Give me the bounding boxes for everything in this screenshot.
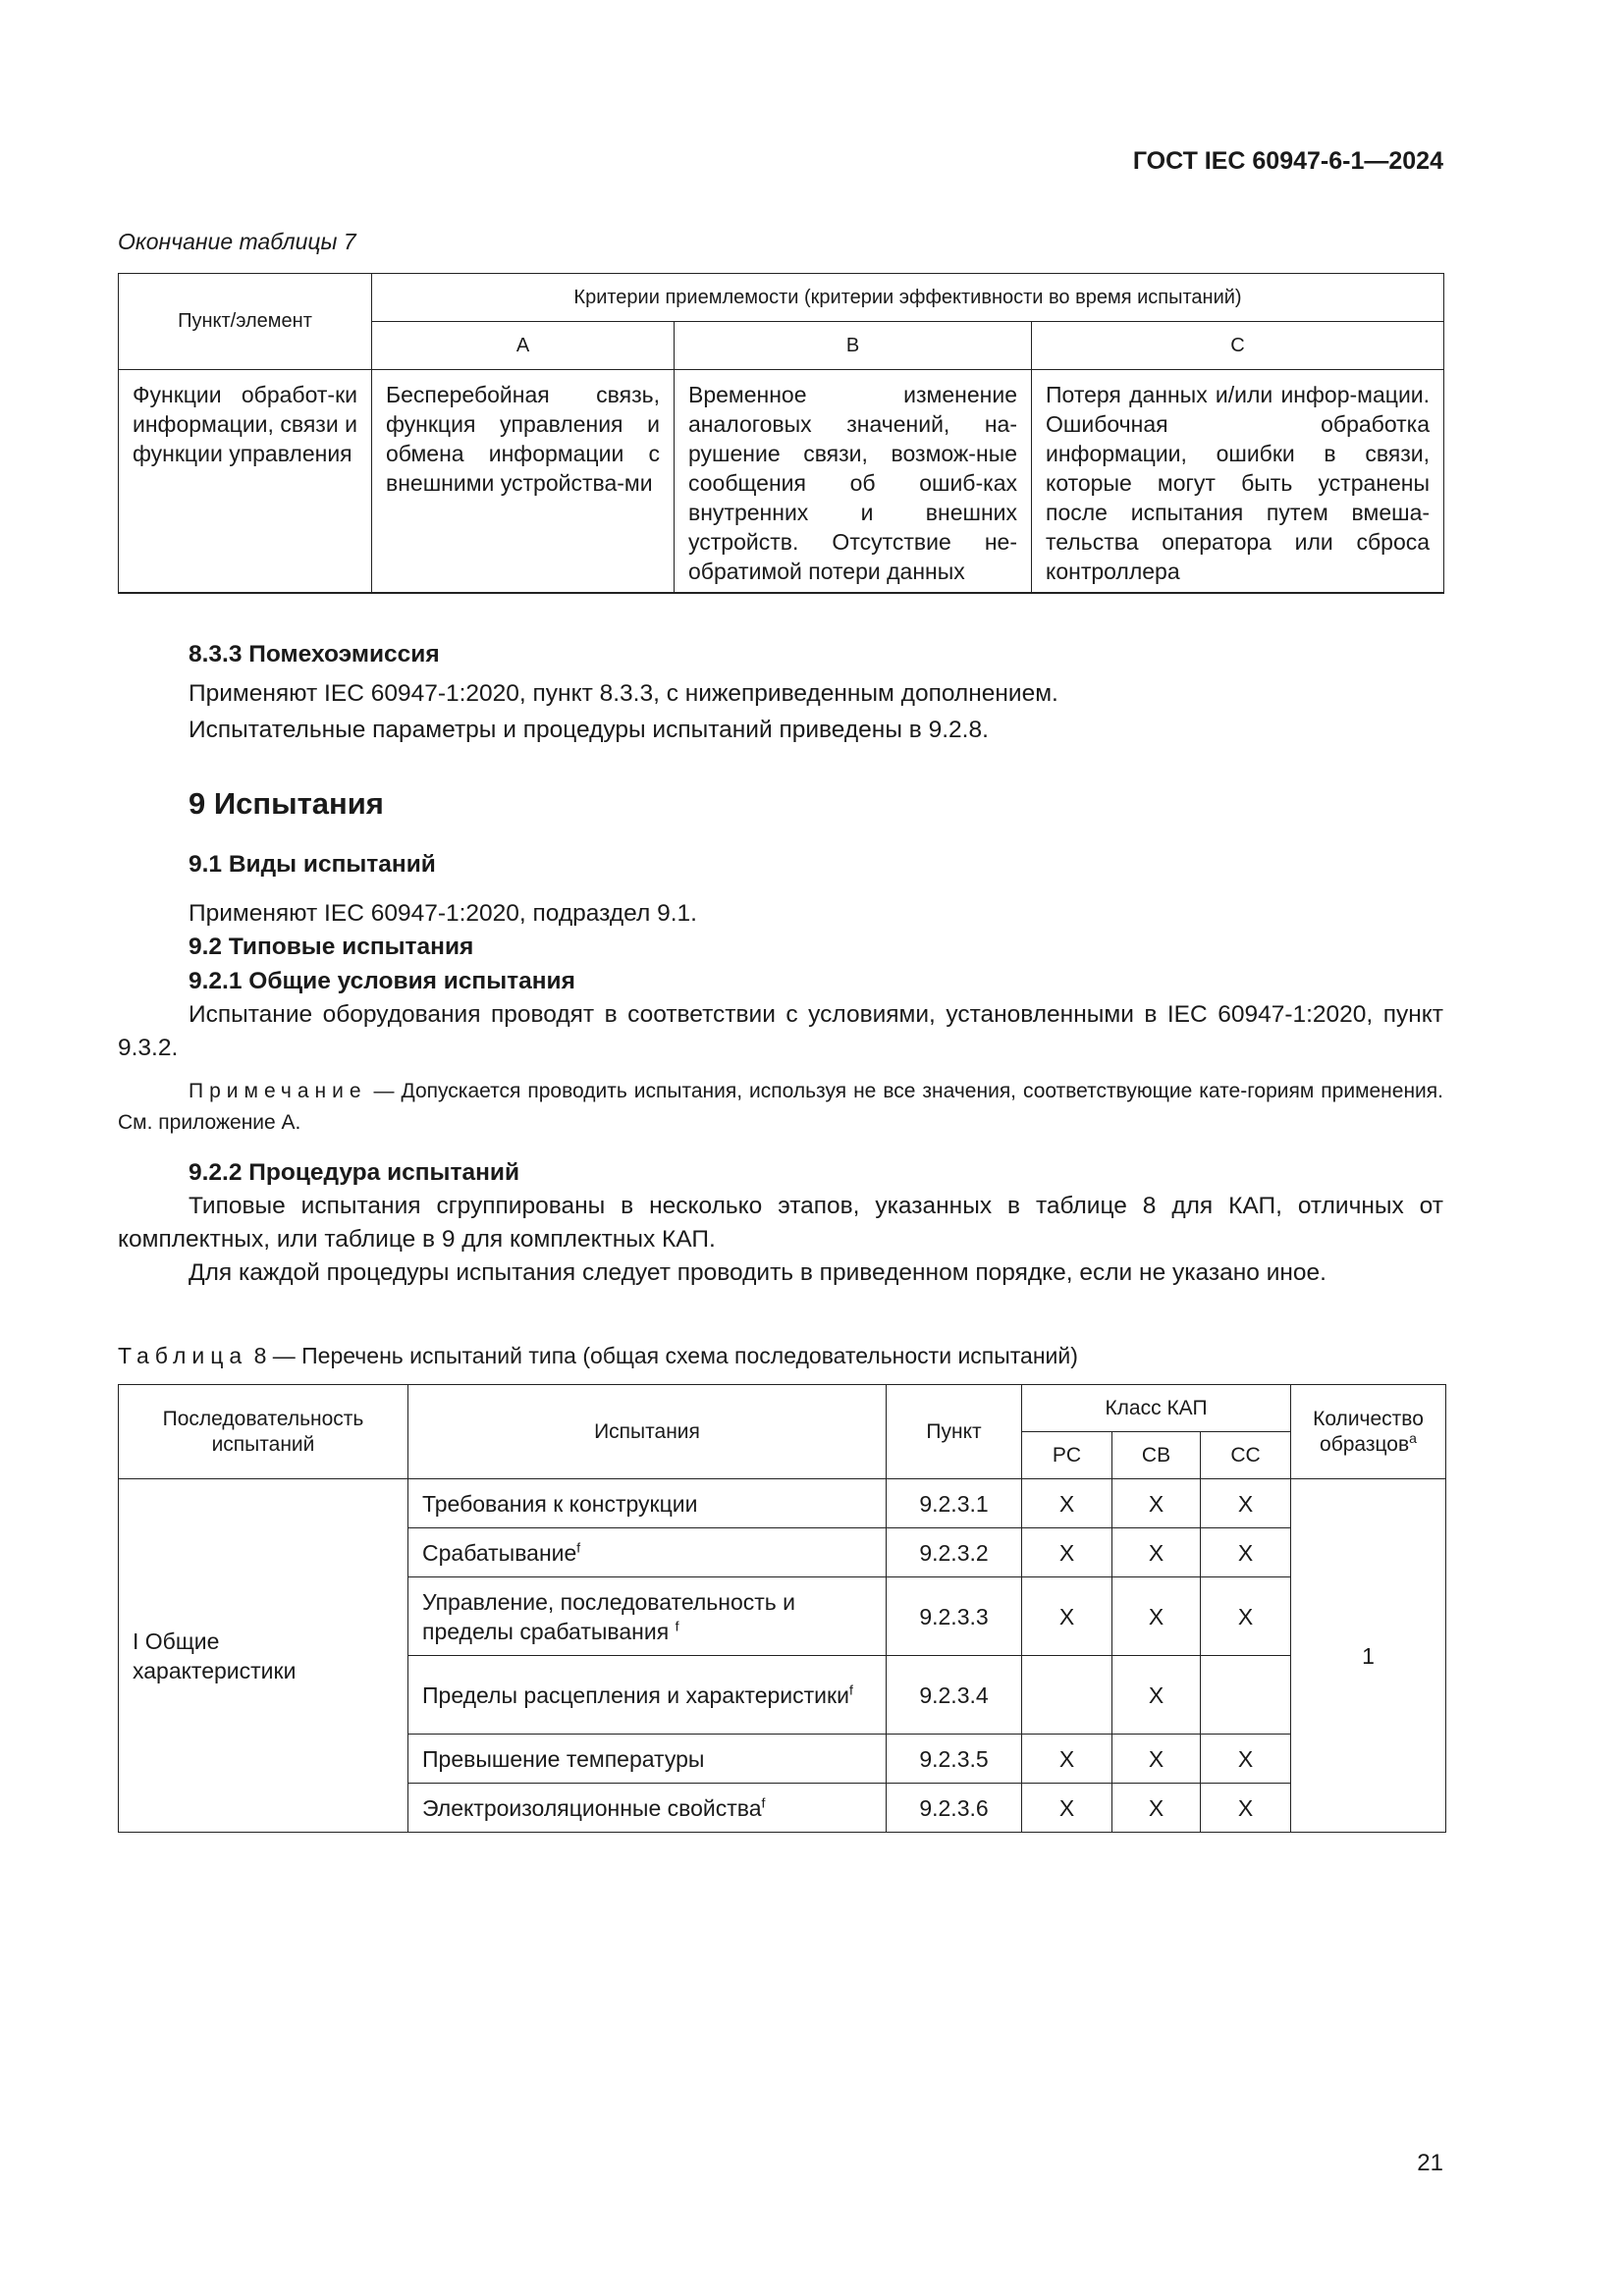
heading-9-2-2: 9.2.2 Процедура испытаний <box>189 1159 520 1186</box>
t8-cell-cb: X <box>1112 1479 1201 1528</box>
paragraph-9-2-2-1: Типовые испытания сгруппированы в несколько этапов, указанных в таблице 8 для КАП, отличных от комплектных, или таблице в 9 для комплектных КАП. <box>118 1193 1443 1253</box>
t8-cell-cc: X <box>1201 1528 1291 1577</box>
note-text: — Допускается проводить испытания, используя не все значения, соответствующие кате-гориям применения. См. приложение А. <box>118 1080 1443 1134</box>
page-number: 21 <box>1417 2150 1443 2176</box>
t8-cell-test: Превышение температуры <box>408 1735 887 1784</box>
t8-cell-clause: 9.2.3.6 <box>887 1784 1022 1833</box>
footnote-marker: f <box>576 1538 581 1555</box>
heading-9-2: 9.2 Типовые испытания <box>189 934 474 960</box>
t8-cell-cb: X <box>1112 1735 1201 1784</box>
t8-cell-cb: X <box>1112 1528 1201 1577</box>
t8-cell-test: Требования к конструкции <box>408 1479 887 1528</box>
t8-header-class: Класс КАП <box>1022 1385 1291 1432</box>
paragraph-9-2-1: Испытание оборудования проводят в соответствии с условиями, установленными в IEC 60947-1:2020, пункт 9.3.2. <box>118 1001 1443 1061</box>
t7-header-a: А <box>372 322 675 370</box>
t8-cell-pc <box>1022 1656 1112 1735</box>
table7-continuation-label: Окончание таблицы 7 <box>118 229 356 254</box>
t8-cell-pc: X <box>1022 1735 1112 1784</box>
t8-header-cc: CC <box>1201 1432 1291 1479</box>
table8-caption-text: 8 — Перечень испытаний типа (общая схема последовательности испытаний) <box>247 1343 1078 1368</box>
t7-header-criteria: Критерии приемлемости (критерии эффективности во время испытаний) <box>372 274 1444 322</box>
t8-cell-test: Срабатывание$^f$ <box>408 1528 887 1577</box>
paragraph-8-3-3-1: Применяют IEC 60947-1:2020, пункт 8.3.3, с нижеприведенным дополнением. <box>189 680 1058 707</box>
footnote-marker: f <box>761 1793 766 1810</box>
t8-cell-test: Пределы расцепления и характеристики$^f$ <box>408 1656 887 1735</box>
t8-cell-test: Электроизоляционные свойства$^f$ <box>408 1784 887 1833</box>
paragraph-9-2-2-2: Для каждой процедуры испытания следует проводить в приведенном порядке, если не указано иное. <box>189 1259 1326 1286</box>
t7-cell-c: Потеря данных и/или инфор-мации. Ошибочная обработка информации, ошибки в связи, которые могут быть устранены после испытания путем вмеша-тельства оператора или сброса контроллера <box>1032 370 1444 594</box>
t8-header-qty: Количество образцов$^a$ <box>1291 1385 1446 1479</box>
heading-9-2-1: 9.2.1 Общие условия испытания <box>189 968 575 994</box>
t7-cell-a: Бесперебойная связь, функция управления и обмена информации с внешними устройства-ми <box>372 370 675 594</box>
t8-cell-seq: I Общие характеристики <box>119 1479 408 1833</box>
heading-9-1: 9.1 Виды испытаний <box>189 851 436 878</box>
table8-caption <box>118 1339 1443 1372</box>
table8-caption-label: Таблица <box>118 1343 248 1368</box>
t8-header-tests: Испытания <box>408 1385 887 1479</box>
table-row <box>119 1479 1446 1528</box>
t7-header-item: Пункт/элемент <box>119 274 372 370</box>
t8-header-cb: CB <box>1112 1432 1201 1479</box>
t8-cell-qty: 1 <box>1291 1479 1446 1833</box>
t7-header-b: В <box>675 322 1032 370</box>
t8-cell-cc: X <box>1201 1735 1291 1784</box>
t8-cell-cb: X <box>1112 1577 1201 1656</box>
t8-cell-cb: X <box>1112 1656 1201 1735</box>
t8-cell-clause: 9.2.3.4 <box>887 1656 1022 1735</box>
heading-8-3-3: 8.3.3 Помехоэмиссия <box>189 641 440 667</box>
t8-cell-cc <box>1201 1656 1291 1735</box>
t8-cell-clause: 9.2.3.5 <box>887 1735 1022 1784</box>
t8-cell-clause: 9.2.3.2 <box>887 1528 1022 1577</box>
t8-header-pc: PC <box>1022 1432 1112 1479</box>
t8-cell-cc: X <box>1201 1479 1291 1528</box>
paragraph-8-3-3-2: Испытательные параметры и процедуры испытаний приведены в 9.2.8. <box>189 717 989 743</box>
t7-cell-b: Временное изменение аналоговых значений, на-рушение связи, возмож-ные сообщения об ошиб-ках внутренних и внешних устройств. Отсутствие не-обратимой потери данных <box>675 370 1032 594</box>
t8-cell-pc: X <box>1022 1479 1112 1528</box>
paragraph-9-1: Применяют IEC 60947-1:2020, подраздел 9.1. <box>189 900 697 927</box>
heading-9: 9 Испытания <box>189 786 384 821</box>
t8-cell-clause: 9.2.3.3 <box>887 1577 1022 1656</box>
footnote-marker: f <box>675 1617 679 1633</box>
t8-cell-cb: X <box>1112 1784 1201 1833</box>
t8-cell-pc: X <box>1022 1784 1112 1833</box>
t8-cell-clause: 9.2.3.1 <box>887 1479 1022 1528</box>
t8-header-qty-sup: a <box>1409 1429 1417 1446</box>
standard-header: ГОСТ IEC 60947-6-1—2024 <box>1132 147 1443 175</box>
table-7 <box>118 273 1444 594</box>
footnote-marker: f <box>848 1681 853 1697</box>
t7-header-c: С <box>1032 322 1444 370</box>
t8-cell-pc: X <box>1022 1528 1112 1577</box>
table-8 <box>118 1384 1446 1833</box>
table-row <box>119 370 1444 594</box>
note-label: Примечание <box>189 1080 367 1102</box>
t7-cell-item: Функции обработ-ки информации, связи и функции управления <box>119 370 372 594</box>
t8-cell-pc: X <box>1022 1577 1112 1656</box>
t8-cell-cc: X <box>1201 1577 1291 1656</box>
t8-header-seq: Последовательность испытаний <box>119 1385 408 1479</box>
t8-header-clause: Пункт <box>887 1385 1022 1479</box>
t8-cell-test: Управление, последовательность и пределы срабатывания $^f$ <box>408 1577 887 1656</box>
t8-cell-cc: X <box>1201 1784 1291 1833</box>
note <box>118 1076 1443 1139</box>
